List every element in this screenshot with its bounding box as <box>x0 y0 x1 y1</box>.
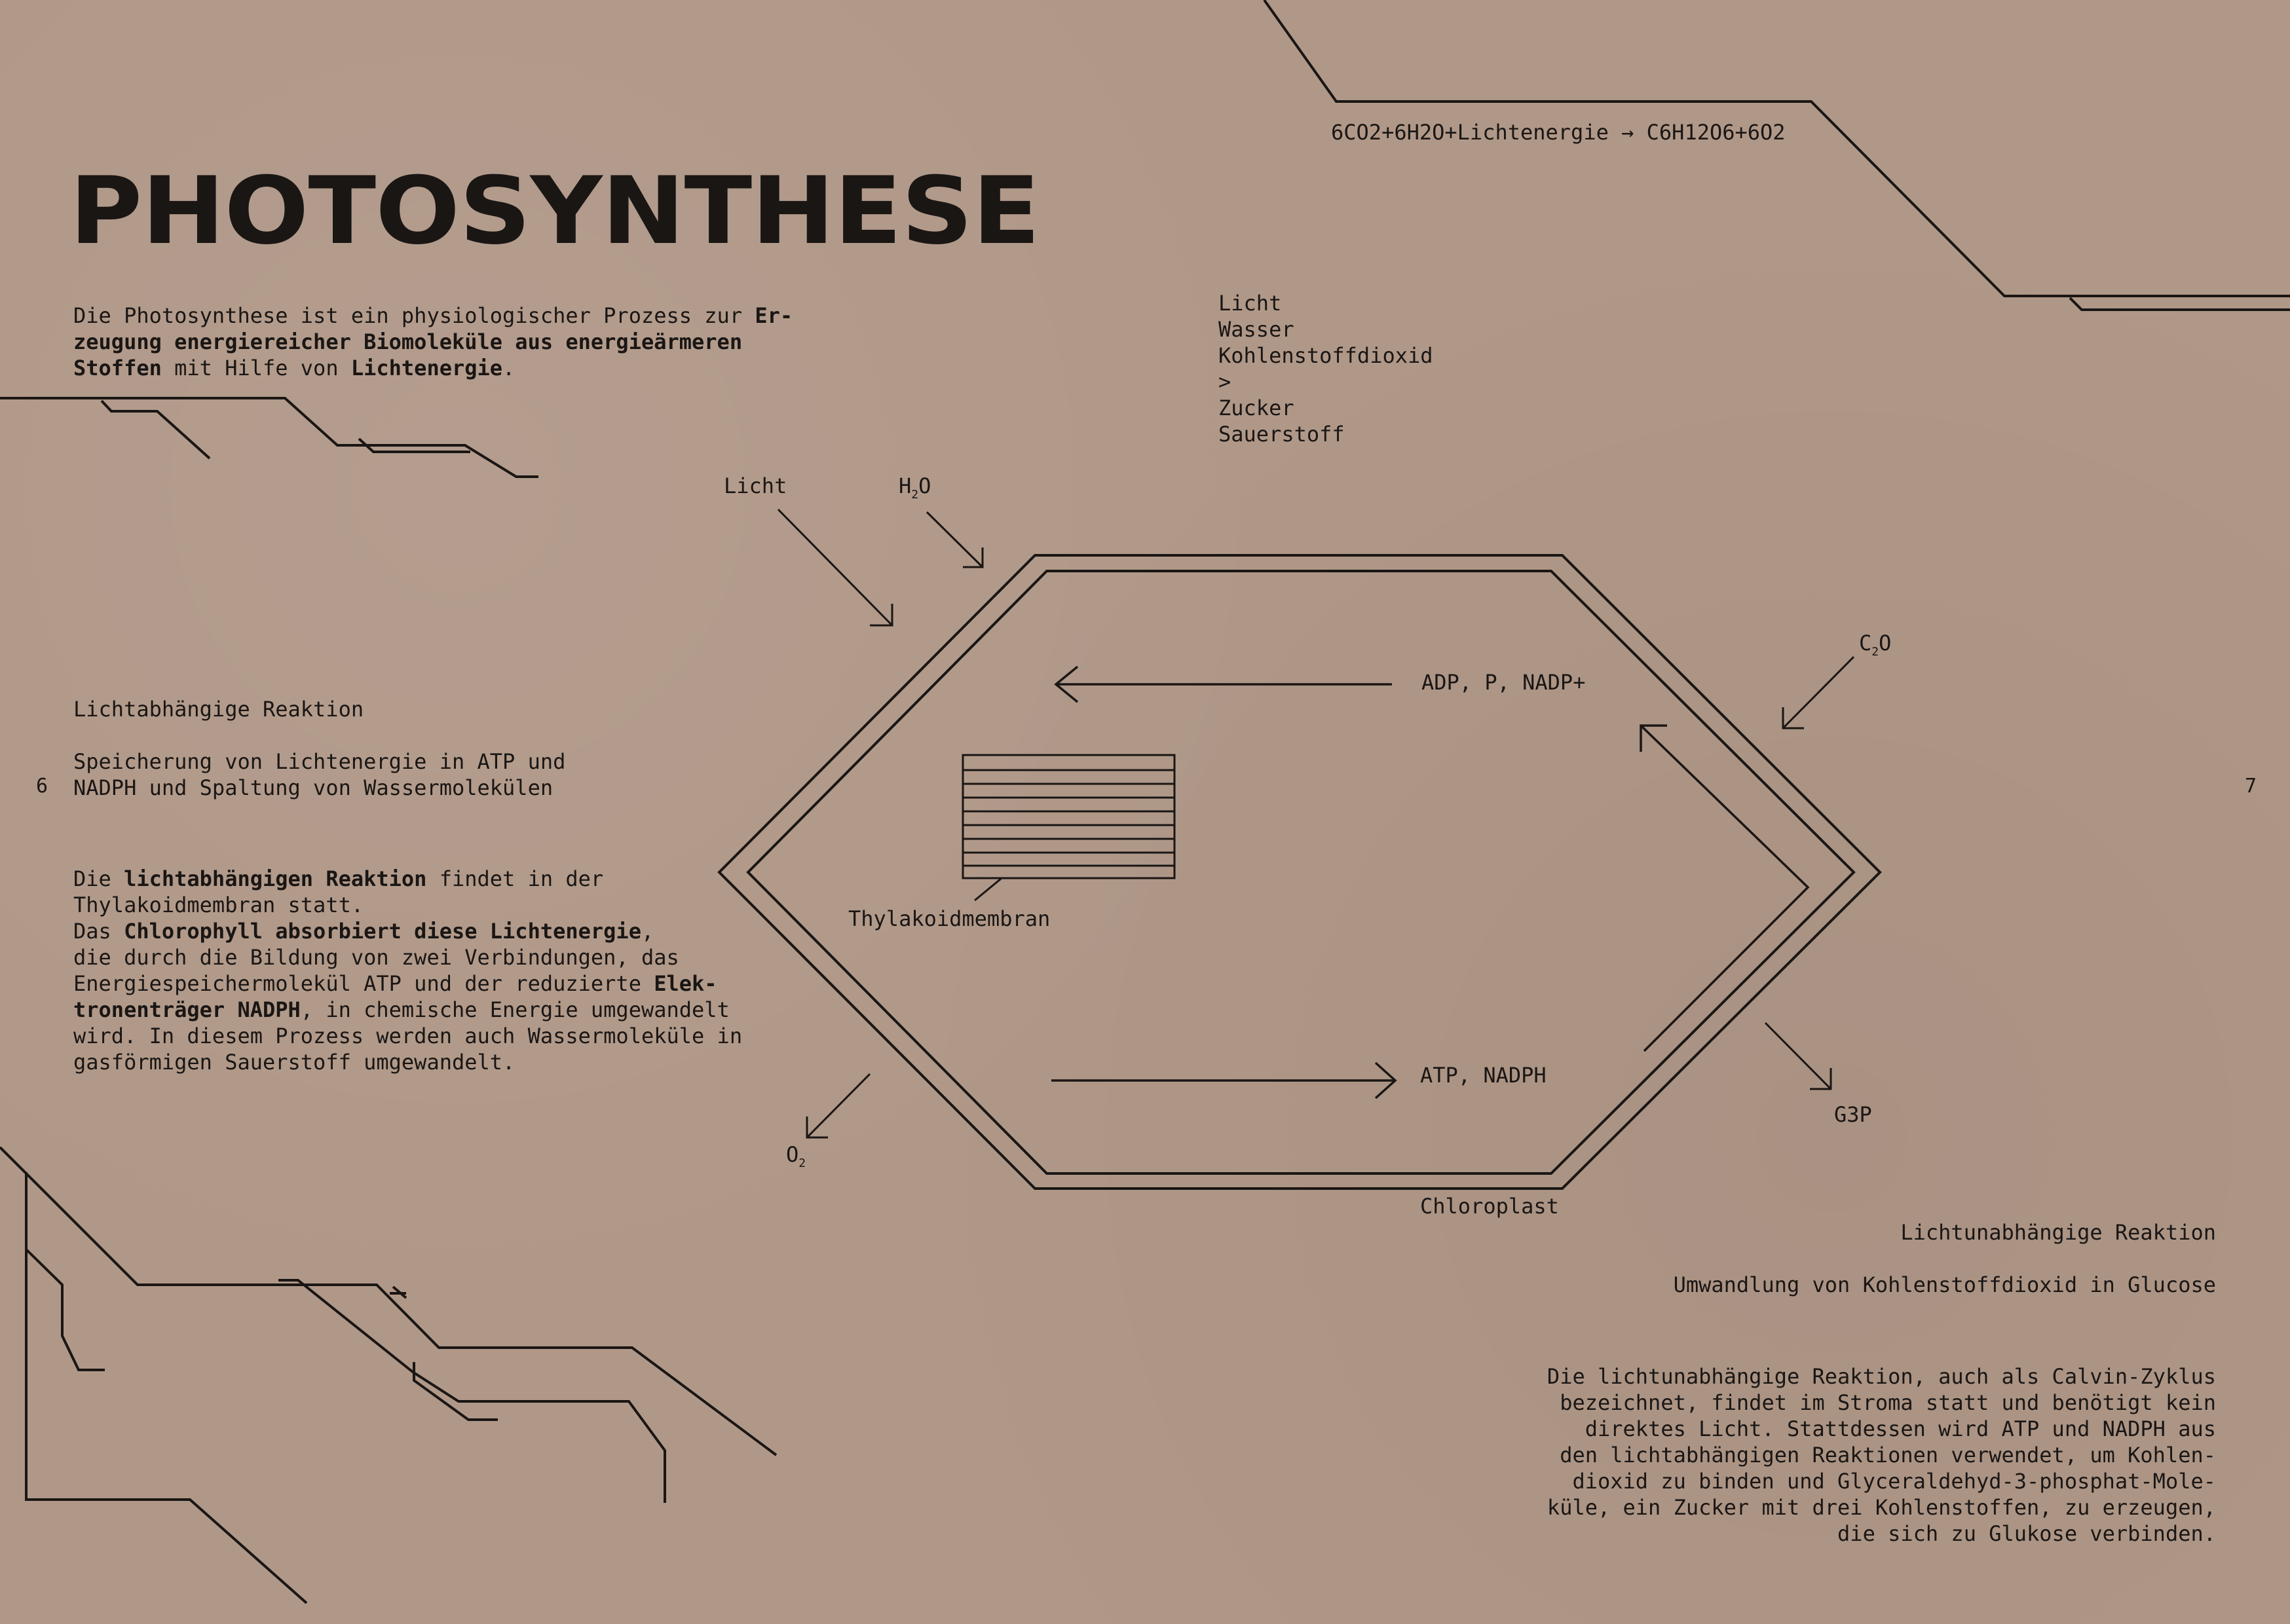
text-run: Die <box>73 866 124 891</box>
text-run: Thylakoidmembran statt. <box>73 893 364 917</box>
label-water-o: O <box>918 473 931 498</box>
light-independent-heading: Lichtunabhängige Reaktion <box>1900 1220 2216 1245</box>
intro-bold: Er- <box>755 303 793 328</box>
circuit-line-top-right <box>1264 0 2290 296</box>
intro-paragraph <box>73 303 793 381</box>
bold-run: tronenträger NADPH <box>73 997 301 1022</box>
thylakoid-pointer <box>975 879 1001 900</box>
page-number-right: 7 <box>2245 775 2257 798</box>
text-run: Das <box>73 919 124 944</box>
paragraph-line: Die lichtunabhängige Reaktion, auch als Calvin-Zyklus <box>1547 1364 2216 1389</box>
label-water-sub: 2 <box>911 488 919 502</box>
equation-text: 6CO2+6H2O+Lichtenergie → C6H12O6+6O2 <box>1331 120 1786 145</box>
chloroplast-inner <box>748 571 1854 1173</box>
bold-run: Elek- <box>654 971 717 996</box>
circuit-line-bottom-4 <box>278 1280 665 1503</box>
text-run: , <box>641 919 654 944</box>
bold-run: Chlorophyll absorbiert diese Lichtenergie <box>124 919 641 944</box>
page-number-left: 6 <box>36 775 48 798</box>
label-o2-o: O <box>786 1142 799 1167</box>
text-run: Energiespeichermolekül ATP und der reduzierte <box>73 971 654 996</box>
intro-text: . <box>502 356 516 380</box>
paragraph-line: küle, ein Zucker mit drei Kohlenstoffen, zu erzeugen, <box>1547 1495 2216 1520</box>
circuit-line-left-2 <box>102 401 210 458</box>
intro-text: Die Photosynthese ist ein physiologischer Prozess zur <box>73 303 755 328</box>
text-run: , in chemische Energie umgewandelt <box>300 997 730 1022</box>
light-independent-paragraph <box>1547 1363 2216 1547</box>
summary-item: Sauerstoff <box>1218 422 1345 447</box>
paragraph-line: dioxid zu binden und Glyceraldehyd-3-phosphat-Mole- <box>1572 1469 2216 1494</box>
text-run: gasförmigen Sauerstoff umgewandelt. <box>73 1050 516 1075</box>
circuit-line-bottom-3 <box>26 1249 105 1370</box>
paragraph-line: direktes Licht. Stattdessen wird ATP und NADPH aus <box>1585 1416 2216 1441</box>
paragraph-line: den lichtabhängigen Reaktionen verwendet, um Kohlen- <box>1560 1443 2216 1467</box>
label-g3p-output: G3P <box>1834 1102 1872 1127</box>
text-run: findet in der <box>426 866 604 891</box>
summary-item: > <box>1218 369 1231 394</box>
arrow-co2-in <box>1783 657 1854 728</box>
label-co2-o: O <box>1879 631 1892 655</box>
circuit-line-bottom-7 <box>414 1362 498 1420</box>
chloroplast-outer <box>719 555 1880 1189</box>
bold-run: lichtabhängigen Reaktion <box>124 866 427 891</box>
summary-item: Zucker <box>1218 396 1294 420</box>
circuit-line-top-right-2 <box>2070 298 2290 310</box>
thylakoid-stack <box>963 755 1174 878</box>
arrow-water-in <box>927 512 983 567</box>
circuit-line-left-1 <box>0 398 538 477</box>
text-run: die durch die Bildung von zwei Verbindungen, das <box>73 945 679 970</box>
label-water-h: H <box>899 473 912 498</box>
summary-line: Speicherung von Lichtenergie in ATP und <box>73 749 566 774</box>
arrow-g3p-out <box>1765 1023 1831 1089</box>
arrow-o2-out <box>807 1074 870 1137</box>
label-o2-output <box>786 1141 806 1172</box>
label-light-input: Licht <box>724 473 787 498</box>
intro-bold: Lichtenergie <box>350 356 503 380</box>
intro-bold: zeugung energiereicher Biomoleküle aus energieärmeren <box>73 329 743 354</box>
label-co2-input <box>1859 630 1891 660</box>
paragraph-line: die sich zu Glukose verbinden. <box>1837 1521 2216 1546</box>
summary-item: Kohlenstoffdioxid <box>1218 343 1433 368</box>
light-independent-summary: Umwandlung von Kohlenstoffdioxid in Glucose <box>1673 1272 2216 1297</box>
light-dependent-summary <box>73 748 565 801</box>
light-dependent-paragraph <box>73 866 742 1075</box>
label-co2-c: C <box>1859 631 1872 655</box>
intro-text: mit Hilfe von <box>161 356 351 380</box>
label-adp: ADP, P, NADP+ <box>1421 670 1586 695</box>
circuit-line-bottom-2 <box>26 1172 307 1603</box>
label-co2-sub: 2 <box>1871 645 1879 659</box>
label-o2-sub: 2 <box>798 1156 806 1170</box>
light-dependent-heading: Lichtabhängige Reaktion <box>73 697 364 722</box>
label-atp: ATP, NADPH <box>1420 1063 1547 1088</box>
label-thylakoid: Thylakoidmembran <box>848 906 1051 931</box>
summary-line: NADPH und Spaltung von Wassermolekülen <box>73 775 554 800</box>
arrow-light-in <box>778 509 892 625</box>
circuit-line-bottom-1 <box>0 1147 776 1455</box>
summary-list <box>1218 290 1433 447</box>
label-chloroplast: Chloroplast <box>1420 1194 1559 1219</box>
text-run: wird. In diesem Prozess werden auch Wassermoleküle in <box>73 1024 743 1048</box>
summary-item: Licht <box>1218 291 1282 316</box>
label-water-input <box>899 473 931 503</box>
summary-item: Wasser <box>1218 317 1294 342</box>
paragraph-line: bezeichnet, findet im Stroma statt und benötigt kein <box>1560 1390 2216 1415</box>
page-title: PHOTOSYNTHESE <box>69 157 1040 265</box>
intro-bold: Stoffen <box>73 356 162 380</box>
